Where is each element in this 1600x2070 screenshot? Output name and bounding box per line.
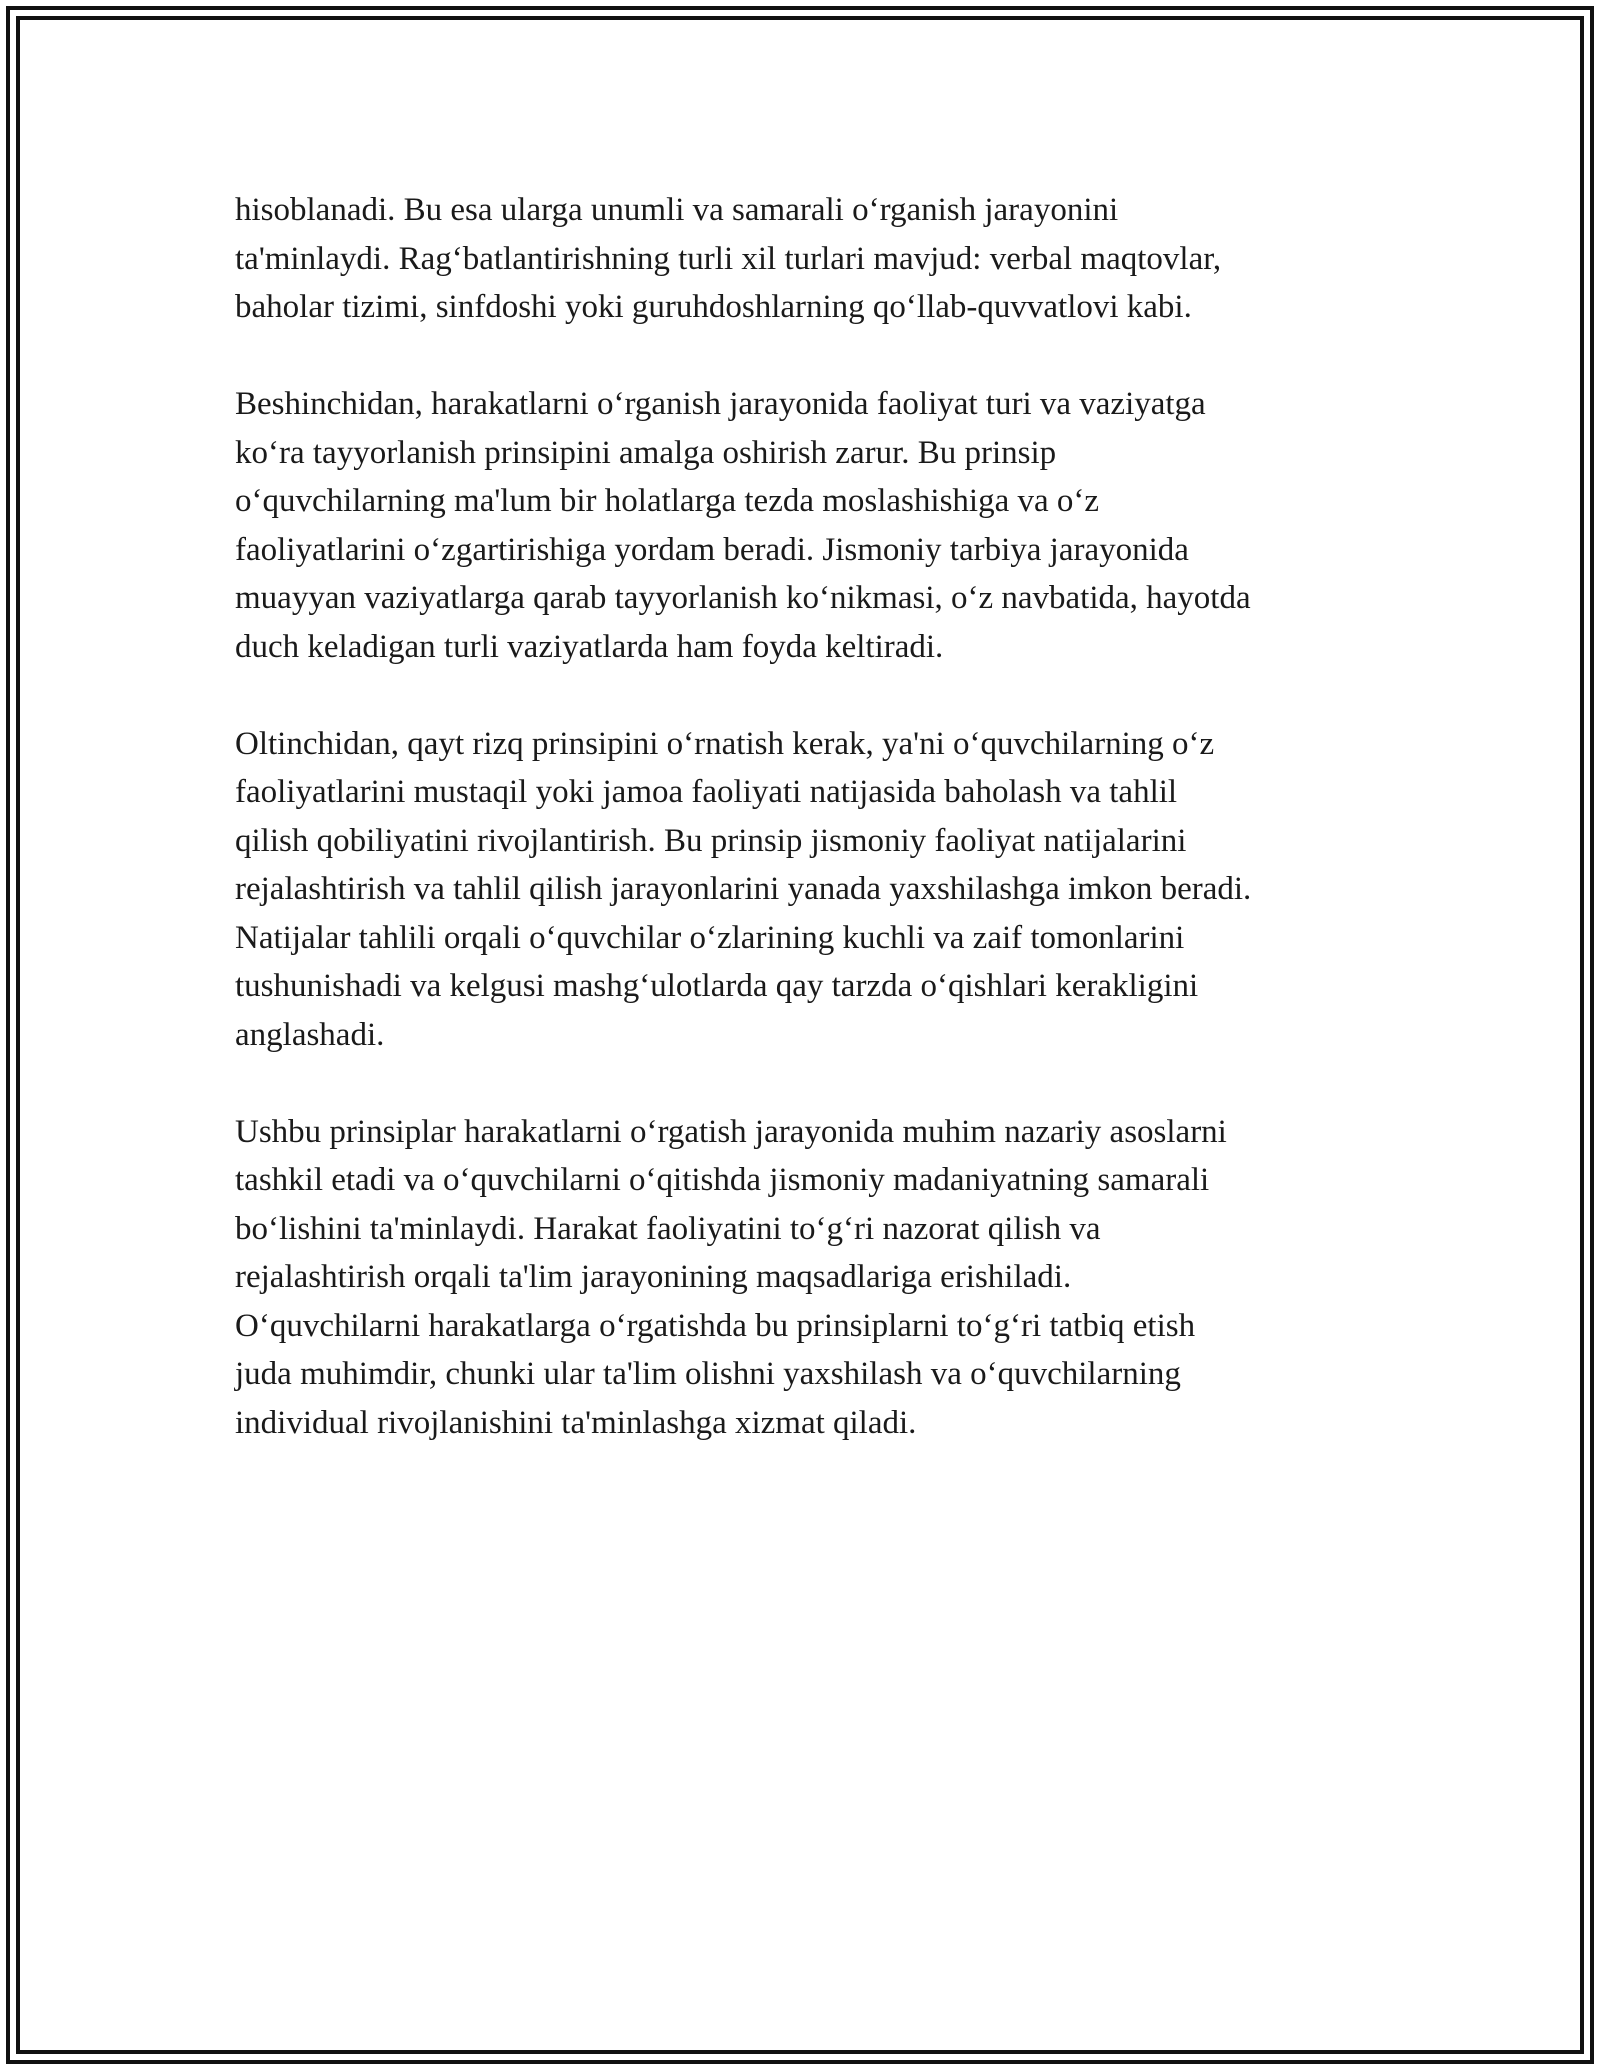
text-line: O‘quvchilarni harakatlarga o‘rgatishda bu prinsiplarni to‘g‘ri tatbiq etish: [235, 1307, 1196, 1344]
paragraph: [235, 720, 1385, 1060]
paragraph: [235, 1108, 1385, 1448]
document-body: [235, 186, 1385, 1496]
text-line: o‘quvchilarning ma'lum bir holatlarga tezda moslashishiga va o‘z: [235, 483, 1100, 519]
text-line: ta'minlaydi. Rag‘batlantirishning turli xil turlari mavjud: verbal maqtovlar,: [235, 240, 1222, 277]
text-line: tashkil etadi va o‘quvchilarni o‘qitishda jismoniy madaniyatning samarali: [235, 1162, 1210, 1198]
text-line: ko‘ra tayyorlanish prinsipini amalga oshirish zarur. Bu prinsip: [235, 434, 1057, 471]
text-line: rejalashtirish va tahlil qilish jarayonlarini yanada yaxshilashga imkon beradi.: [235, 871, 1252, 907]
text-line: faoliyatlarini mustaqil yoki jamoa faoliyati natijasida baholash va tahlil: [235, 774, 1178, 810]
text-line: hisoblanadi. Bu esa ularga unumli va samarali o‘rganish jarayonini: [235, 192, 1119, 228]
text-line: tushunishadi va kelgusi mashg‘ulotlarda qay tarzda o‘qishlari kerakligini: [235, 968, 1199, 1004]
text-line: Natijalar tahlili orqali o‘quvchilar o‘zlarining kuchli va zaif tomonlarini: [235, 919, 1185, 956]
text-line: rejalashtirish orqali ta'lim jarayonining maqsadlariga erishiladi.: [235, 1259, 1072, 1295]
text-line: baholar tizimi, sinfdoshi yoki guruhdoshlarning qo‘llab-quvvatlovi kabi.: [235, 289, 1192, 325]
text-line: faoliyatlarini o‘zgartirishiga yordam beradi. Jismoniy tarbiya jarayonida: [235, 531, 1189, 568]
paragraph: [235, 186, 1385, 332]
text-line: Beshinchidan, harakatlarni o‘rganish jarayonida faoliyat turi va vaziyatga: [235, 386, 1206, 422]
text-line: qilish qobiliyatini rivojlantirish. Bu prinsip jismoniy faoliyat natijalarini: [235, 822, 1187, 859]
text-line: Ushbu prinsiplar harakatlarni o‘rgatish jarayonida muhim nazariy asoslarni: [235, 1113, 1227, 1150]
paragraph: [235, 380, 1385, 671]
text-line: muayyan vaziyatlarga qarab tayyorlanish ko‘nikmasi, o‘z navbatida, hayotda: [235, 580, 1251, 616]
text-line: bo‘lishini ta'minlaydi. Harakat faoliyatini to‘g‘ri nazorat qilish va: [235, 1210, 1101, 1247]
text-line: Oltinchidan, qayt rizq prinsipini o‘rnatish kerak, ya'ni o‘quvchilarning o‘z: [235, 725, 1215, 762]
text-line: duch keladigan turli vaziyatlarda ham foyda keltiradi.: [235, 628, 944, 665]
text-line: juda muhimdir, chunki ular ta'lim olishni yaxshilash va o‘quvchilarning: [235, 1356, 1181, 1392]
text-line: anglashadi.: [235, 1016, 385, 1053]
text-line: individual rivojlanishini ta'minlashga xizmat qiladi.: [235, 1404, 917, 1441]
